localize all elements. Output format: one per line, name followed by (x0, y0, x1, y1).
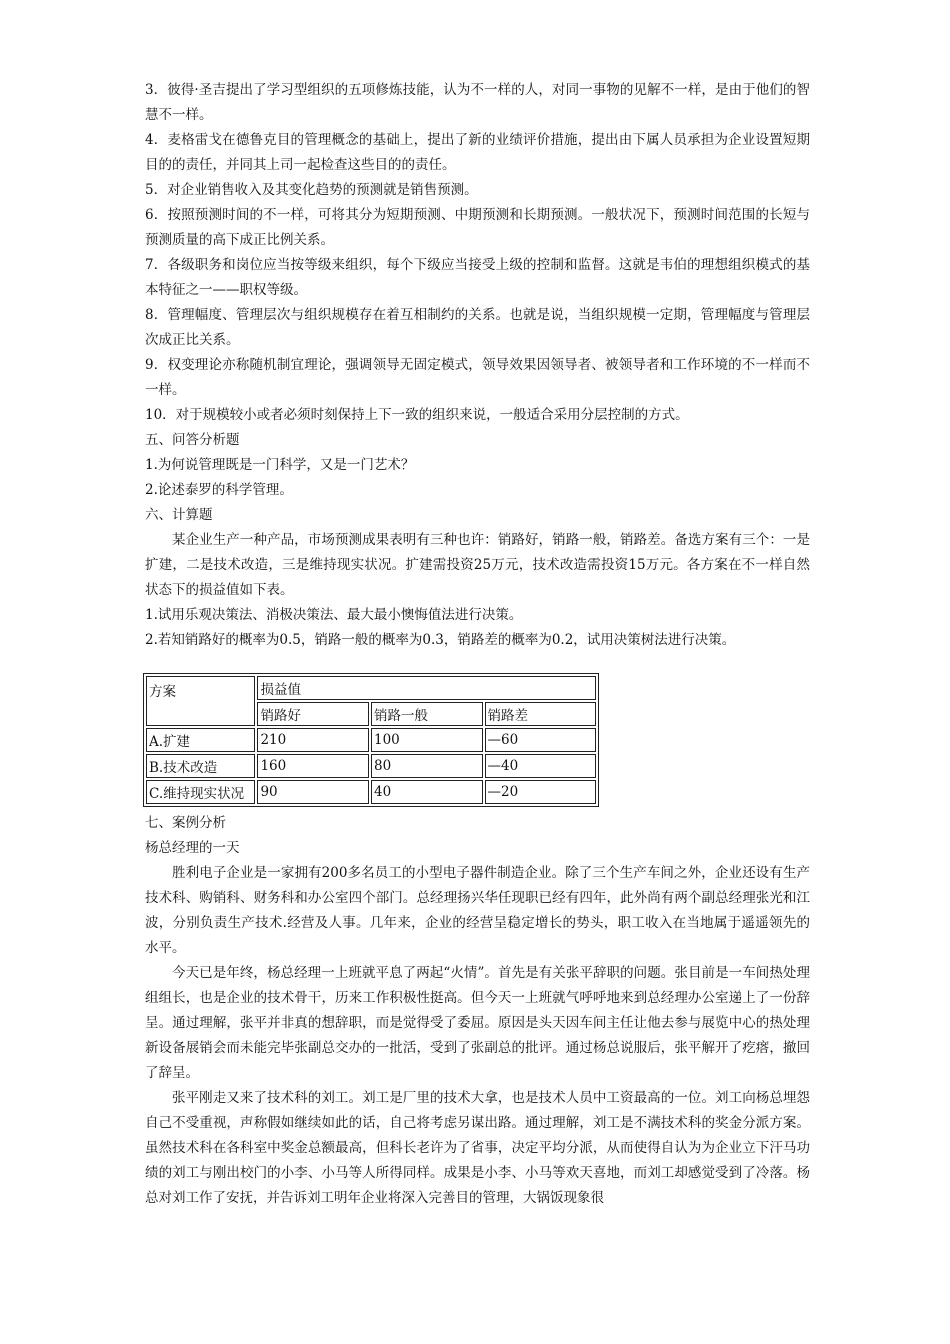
header-state-good: 销路好 (257, 702, 369, 726)
statement-9: 9．权变理论亦称随机制宜理论，强调领导无固定模式，领导效果因领导者、被领导者和工作环境的不一样而不一样。 (145, 357, 810, 398)
plan-cell: C.维持现实状况 (146, 780, 255, 804)
value-cell: —20 (485, 780, 597, 804)
header-value: 损益值 (257, 676, 596, 700)
value-cell: 160 (257, 754, 369, 778)
question-5-2: 2.论述泰罗的科学管理。 (145, 482, 293, 498)
case-paragraph-1: 胜利电子企业是一家拥有200多名员工的小型电子器件制造企业。除了三个生产车间之外，企业还设有生产技术科、购销科、财务科和办公室四个部门。总经理扬兴华任现职已经有四年，此外尚有两个副总经理张光和江波，分别负责生产技术.经营及人事。几年来，企业的经营呈稳定增长的势头，职工收入在当地属于遥遥领先的水平。 (145, 865, 810, 956)
question-5-1: 1.为何说管理既是一门科学，又是一门艺术？ (145, 457, 415, 473)
calc-question-1: 1.试用乐观决策法、消极决策法、最大最小懊悔值法进行决策。 (145, 607, 523, 623)
case-paragraph-2: 今天已是年终，杨总经理一上班就平息了两起“火情”。首先是有关张平辞职的问题。张目前是一车间热处理组组长，也是企业的技术骨干，历来工作积极性挺高。但今天一上班就气呼呼地来到总经理办公室递上了一份辞呈。通过理解，张平并非真的想辞职，而是觉得受了委屈。原因是头天因车间主任让他去参与展览中心的热处理新设备展销会而未能完毕张副总交办的一批活，受到了张副总的批评。通过杨总说服后，张平解开了疙瘩，撤回了辞呈。 (145, 965, 810, 1081)
case-title: 杨总经理的一天 (145, 840, 240, 856)
plan-cell: B.技术改造 (146, 754, 255, 778)
section-5-heading: 五、问答分析题 (145, 432, 240, 448)
case-paragraph-3: 张平刚走又来了技术科的刘工。刘工是厂里的技术大拿，也是技术人员中工资最高的一位。刘工向杨总埋怨自己不受重视，声称假如继续如此的话，自己将考虑另谋出路。通过理解，刘工是不满技术科的奖金分派方案。虽然技术科在各科室中奖金总额最高，但科长老许为了省事，决定平均分派，从而使得自认为为企业立下汗马功绩的刘工与刚出校门的小李、小马等人所得同样。成果是小李、小马等欢天喜地，而刘工却感觉受到了冷落。杨总对刘工作了安抚，并告诉刘工明年企业将深入完善目的管理，大锅饭现象很 (145, 1090, 810, 1206)
value-cell: 90 (257, 780, 369, 804)
calc-question-2: 2.若知销路好的概率为0.5，销路一般的概率为0.3，销路差的概率为0.2，试用决策树法进行决策。 (145, 632, 736, 648)
plan-cell: A.扩建 (146, 728, 255, 752)
table-row (146, 780, 596, 804)
payoff-table (143, 673, 599, 807)
statement-6: 6．按照预测时间的不一样，可将其分为短期预测、中期预测和长期预测。一般状况下，预测时间范围的长短与预测质量的高下成正比例关系。 (145, 207, 810, 248)
header-plan: 方案 (146, 676, 255, 726)
value-cell: —60 (485, 728, 597, 752)
value-cell: 100 (371, 728, 483, 752)
statement-3: 3．彼得·圣吉提出了学习型组织的五项修炼技能，认为不一样的人，对同一事物的见解不一样，是由于他们的智慧不一样。 (145, 82, 810, 123)
statement-7: 7．各级职务和岗位应当按等级来组织，每个下级应当接受上级的控制和监督。这就是韦伯的理想组织模式的基本特征之一——职权等级。 (145, 257, 810, 298)
table-row (146, 728, 596, 752)
statement-5: 5．对企业销售收入及其变化趋势的预测就是销售预测。 (145, 182, 478, 198)
statement-8: 8．管理幅度、管理层次与组织规模存在着互相制约的关系。也就是说，当组织规模一定期，管理幅度与管理层次成正比关系。 (145, 307, 810, 348)
header-state-normal: 销路一般 (371, 702, 483, 726)
table-header-row (146, 676, 596, 700)
statement-10: 10．对于规模较小或者必须时刻保持上下一致的组织来说，一般适合采用分层控制的方式。 (145, 407, 689, 423)
value-cell: 80 (371, 754, 483, 778)
table-row (146, 754, 596, 778)
document-page (145, 78, 810, 1211)
value-cell: 210 (257, 728, 369, 752)
value-cell: 40 (371, 780, 483, 804)
calc-intro: 某企业生产一种产品，市场预测成果表明有三种也许：销路好，销路一般，销路差。备选方案有三个：一是扩建，二是技术改造，三是维持现实状况。扩建需投资25万元，技术改造需投资15万元。各方案在不一样自然状态下的损益值如下表。 (145, 532, 810, 598)
section-6-heading: 六、计算题 (145, 507, 213, 523)
value-cell: —40 (485, 754, 597, 778)
section-7-heading: 七、案例分析 (145, 815, 226, 831)
statement-4: 4．麦格雷戈在德鲁克目的管理概念的基础上，提出了新的业绩评价措施，提出由下属人员承担为企业设置短期目的的责任，并同其上司一起检查这些目的的责任。 (145, 132, 810, 173)
header-state-bad: 销路差 (485, 702, 597, 726)
